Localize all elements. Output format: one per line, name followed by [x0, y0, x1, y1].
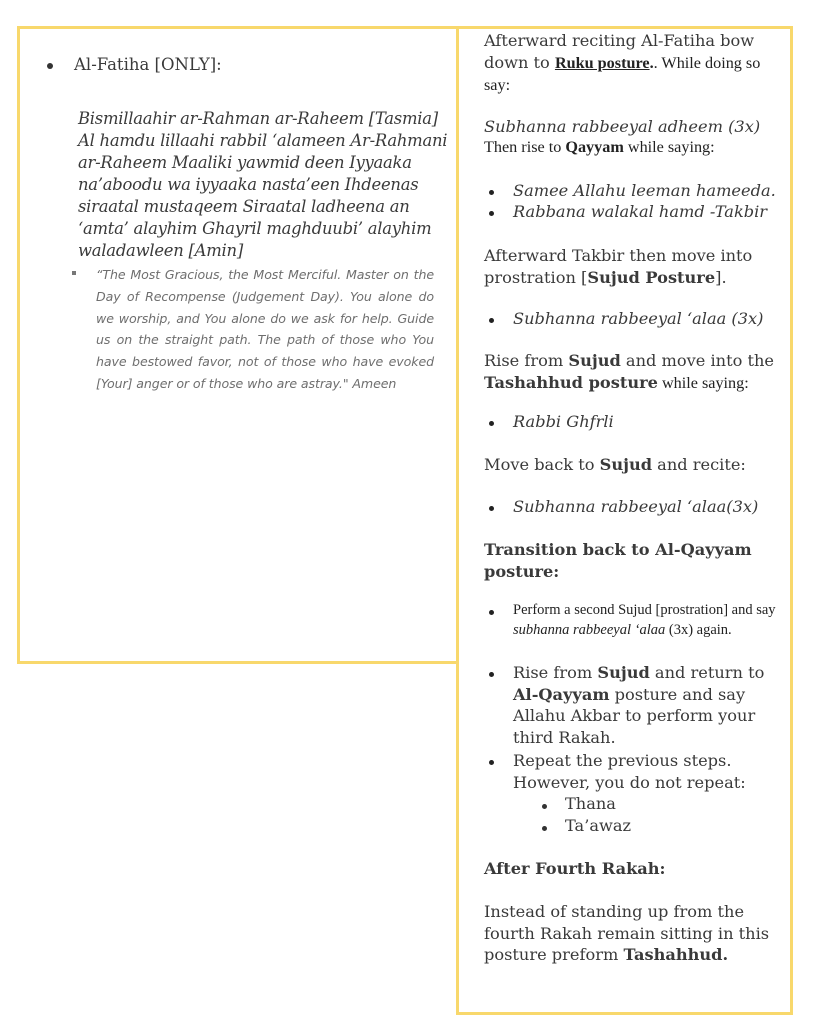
bullet-icon	[489, 421, 494, 426]
sub-list-item: Ta’awaz	[565, 816, 632, 835]
list-item: Rabbi Ghfrli	[513, 412, 614, 431]
arabic-line: siraatal mustaqeem Siraatal ladheena an	[78, 197, 410, 216]
fourth-rakah-heading: After Fourth Rakah:	[484, 859, 666, 878]
text: Instead of standing up from the fourth Rakah remain sitting in this posture preform	[484, 902, 770, 964]
text: Afterward Takbir then move into prostration [	[484, 246, 753, 287]
fourth-rakah-instruction	[484, 901, 784, 966]
bullet-icon	[489, 190, 494, 195]
bullet-icon	[542, 804, 547, 809]
arabic-line: Al hamdu lillaahi rabbil ‘alameen Ar-Rahmani	[78, 131, 448, 150]
al-qayyam-term: Al-Qayyam	[513, 684, 610, 704]
recitation-term: subhanna rabbeeyal ‘alaa	[513, 621, 666, 638]
tashahhud-posture-term: Tashahhud posture	[484, 372, 658, 392]
ruku-posture-term: Ruku posture	[554, 53, 650, 72]
fatiha-label: Al-Fatiha [ONLY]:	[74, 55, 222, 74]
list-item: Rabbana walakal hamd -Takbir	[513, 202, 768, 221]
square-bullet-icon	[72, 271, 76, 275]
arabic-line: ‘amta’ alayhim Ghayril maghduubi’ alayhim	[78, 219, 432, 238]
text: while saying:	[623, 138, 715, 156]
text: Move back to	[484, 455, 600, 474]
list-item: Samee Allahu leeman hameeda.	[513, 181, 776, 200]
arabic-line: na’aboodu wa iyyaaka nasta’een Ihdeenas	[78, 175, 419, 194]
tashahhud-term: Tashahhud.	[623, 945, 729, 964]
rise-instruction	[484, 137, 784, 159]
text: Rise from	[484, 351, 569, 370]
bullet-icon	[489, 506, 494, 511]
text: posture and say Allahu Akbar to perform your third Rakah.	[513, 684, 756, 747]
sub-list-item: Thana	[565, 794, 616, 813]
bullet-icon	[489, 760, 494, 765]
text: and move into the	[620, 351, 774, 370]
ruku-instruction: Afterward reciting Al-Fatiha bow down to Ruku posture.. While doing so say:	[484, 31, 761, 94]
tashahhud-instruction	[484, 350, 784, 394]
text: Then rise to	[484, 138, 566, 156]
text: and recite:	[652, 455, 746, 474]
arabic-line: waladawleen [Amin]	[78, 241, 243, 260]
qayyam-term: Qayyam	[565, 138, 624, 156]
text: while saying:	[657, 373, 749, 392]
text: ].	[715, 267, 727, 287]
bullet-icon	[489, 610, 494, 615]
bullet-icon	[489, 318, 494, 323]
text: (3x) again.	[665, 621, 732, 638]
list-item: Repeat the previous steps. However, you do not repeat:	[513, 751, 746, 792]
bullet-icon	[489, 672, 494, 677]
text: . While doing so say:	[484, 53, 761, 94]
text: Afterward reciting Al-Fatiha bow down to	[484, 31, 755, 72]
list-item	[513, 662, 783, 748]
transition-heading: Transition back to Al-Qayyam posture:	[484, 540, 752, 581]
bullet-icon	[47, 63, 53, 69]
bullet-icon	[489, 211, 494, 216]
ruku-recitation: Subhanna rabbeeyal adheem (3x)	[484, 117, 761, 136]
text: Perform a second Sujud [prostration] and say	[513, 602, 776, 618]
list-item: Subhanna rabbeeyal ‘alaa (3x)	[513, 309, 764, 328]
sujud-term: Sujud	[568, 351, 621, 370]
list-item: Subhanna rabbeeyal ‘alaa(3x)	[513, 497, 759, 516]
arabic-line: ar-Raheem Maaliki yawmid deen Iyyaaka	[78, 153, 412, 172]
fatiha-arabic-text	[78, 108, 448, 262]
text: Rise from	[513, 663, 598, 682]
sujud-term: Sujud	[597, 663, 650, 682]
move-back-instruction	[484, 454, 784, 476]
sujud-term: Sujud	[599, 455, 653, 474]
bullet-icon	[542, 826, 547, 831]
list-item	[513, 601, 783, 640]
arabic-line: Bismillaahir ar-Rahman ar-Raheem [Tasmia]	[78, 109, 438, 128]
fatiha-translation: “The Most Gracious, the Most Merciful. Master on the Day of Recompense (Judgement Day). You alone do we worship, and You alone do we ask for help. Guide us on the straight path. The path of those who You have bestowed favor, not of those who have evoked [Your] anger or of those who are astray." Ameen	[96, 267, 434, 391]
sujud-instruction	[484, 245, 784, 288]
text: and return to	[649, 663, 765, 682]
sujud-posture-term: Sujud Posture	[587, 267, 716, 287]
